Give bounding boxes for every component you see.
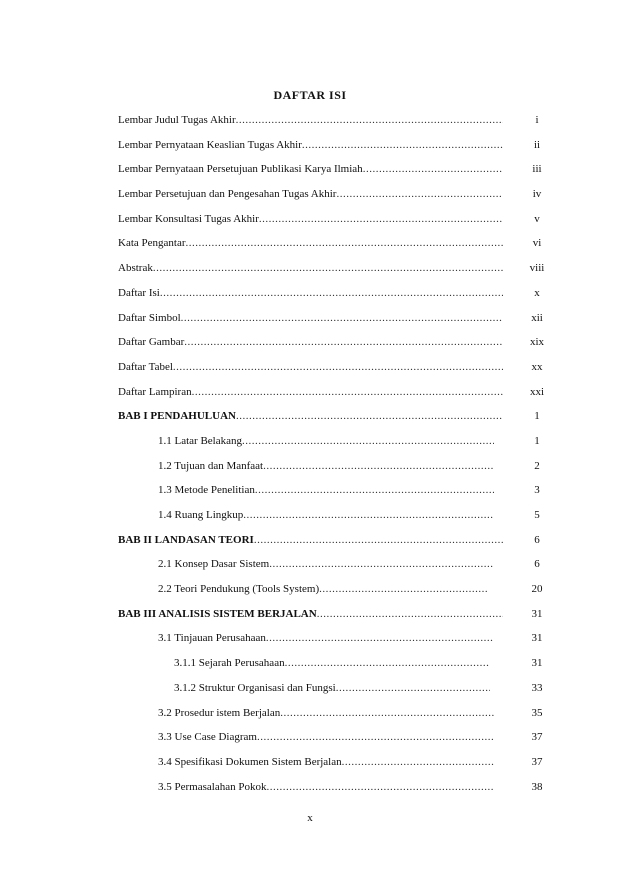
toc-entry-page: i — [535, 114, 539, 126]
toc-entry-label: 1.3 Metode Penelitian — [158, 484, 255, 497]
toc-entry-page: 31 — [531, 607, 543, 620]
toc-entry-page: vi — [532, 237, 542, 250]
toc-entry-page: 1 — [534, 434, 540, 447]
toc-entry-label: Lembar Konsultasi Tugas Akhir — [118, 212, 259, 225]
toc-entry-page: 33 — [531, 681, 543, 694]
toc-entry — [0, 701, 620, 726]
toc-entry-label: Daftar Tabel — [118, 360, 173, 373]
toc-entry-label: BAB II LANDASAN TEORI — [118, 533, 254, 546]
toc-entry-label: 1.2 Tujuan dan Manfaat — [158, 459, 264, 472]
toc-entry-page: 6 — [534, 533, 540, 546]
toc-entry-page: v — [534, 212, 540, 225]
toc-entry-page: 37 — [531, 731, 543, 744]
toc-entry-page: ii — [533, 138, 541, 151]
toc-entry-label: 3.1.2 Struktur Organisasi dan Fungsi — [174, 681, 336, 694]
toc-entry-page: xxi — [529, 385, 545, 398]
toc-entry-label: 3.4 Spesifikasi Dokumen Sistem Berjalan — [158, 755, 342, 768]
toc-entry — [0, 503, 620, 528]
toc-entry — [0, 725, 620, 750]
toc-entry — [0, 454, 620, 479]
toc-entry-page: 1 — [534, 410, 540, 423]
toc-entry-label: Lembar Judul Tugas Akhir — [118, 114, 236, 126]
toc-chapter-entry — [0, 602, 620, 627]
toc-entry-label: Daftar Gambar — [118, 336, 185, 349]
table-of-contents — [0, 108, 620, 799]
toc-entry-label: 3.2 Prosedur istem Berjalan — [158, 706, 281, 719]
toc-entry — [0, 380, 620, 405]
toc-entry-label: 2.2 Teori Pendukung (Tools System) — [158, 583, 320, 596]
toc-entry — [0, 552, 620, 577]
toc-entry — [0, 207, 620, 232]
toc-entry — [0, 231, 620, 256]
toc-chapter-entry — [0, 404, 620, 429]
toc-entry-page: x — [534, 286, 540, 299]
toc-entry-page: 5 — [534, 509, 540, 521]
toc-entry-page: 37 — [531, 755, 543, 768]
toc-entry-page: 6 — [534, 558, 540, 571]
toc-entry-label: 3.3 Use Case Diagram — [158, 731, 257, 744]
toc-entry-page: iv — [532, 188, 542, 201]
toc-entry — [0, 478, 620, 503]
toc-entry — [0, 281, 620, 306]
toc-entry-label: Abstrak — [118, 262, 153, 275]
toc-entry-page: xx — [531, 360, 543, 373]
toc-entry-label: 1.1 Latar Belakang — [158, 434, 242, 447]
toc-entry-label: BAB I PENDAHULUAN — [118, 410, 236, 423]
toc-entry-label: BAB III ANALISIS SISTEM BERJALAN — [118, 607, 317, 620]
toc-entry-page: 31 — [531, 657, 543, 670]
toc-entry-label: Lembar Pernyataan Keaslian Tugas Akhir — [118, 138, 302, 151]
toc-entry — [0, 157, 620, 182]
toc-entry-label: Lembar Pernyataan Persetujuan Publikasi Karya Ilmiah — [118, 163, 363, 176]
toc-entry-label: 3.5 Permasalahan Pokok — [158, 780, 267, 793]
page-number: x — [307, 812, 313, 824]
toc-entry-page: 38 — [531, 780, 543, 793]
toc-entry-page: 31 — [531, 632, 543, 645]
page-title: DAFTAR ISI — [273, 88, 347, 102]
toc-entry-page: viii — [529, 262, 545, 275]
toc-entry-label: 3.1 Tinjauan Perusahaan — [158, 632, 266, 645]
toc-entry — [0, 306, 620, 331]
toc-entry — [0, 429, 620, 454]
toc-entry-page: xix — [529, 336, 545, 349]
toc-entry — [0, 133, 620, 158]
toc-entry — [0, 750, 620, 775]
toc-entry-label: Lembar Persetujuan dan Pengesahan Tugas Akhir — [118, 188, 337, 201]
toc-entry — [0, 775, 620, 800]
toc-entry-page: xii — [531, 311, 543, 324]
toc-entry-label: Daftar Simbol — [118, 311, 181, 324]
toc-entry — [0, 626, 620, 651]
toc-entry — [0, 651, 620, 676]
toc-entry — [0, 108, 620, 133]
toc-entry-label: Daftar Lampiran — [118, 385, 192, 398]
toc-entry-page: iii — [532, 163, 542, 176]
toc-entry-page: 20 — [531, 583, 543, 596]
toc-entry — [0, 676, 620, 701]
toc-entry-label: Kata Pengantar — [118, 237, 186, 250]
toc-entry-label: 3.1.1 Sejarah Perusahaan — [174, 657, 285, 670]
toc-entry-label: 1.4 Ruang Lingkup — [158, 509, 244, 521]
toc-entry — [0, 182, 620, 207]
toc-entry-page: 35 — [531, 706, 543, 719]
toc-entry-label: 2.1 Konsep Dasar Sistem — [158, 558, 270, 571]
toc-chapter-entry — [0, 528, 620, 553]
toc-entry — [0, 256, 620, 281]
toc-entry-label: Daftar Isi — [118, 286, 160, 299]
toc-entry — [0, 355, 620, 380]
toc-entry — [0, 330, 620, 355]
toc-entry-page: 2 — [534, 459, 540, 472]
toc-entry-page: 3 — [534, 484, 540, 497]
toc-entry — [0, 577, 620, 602]
